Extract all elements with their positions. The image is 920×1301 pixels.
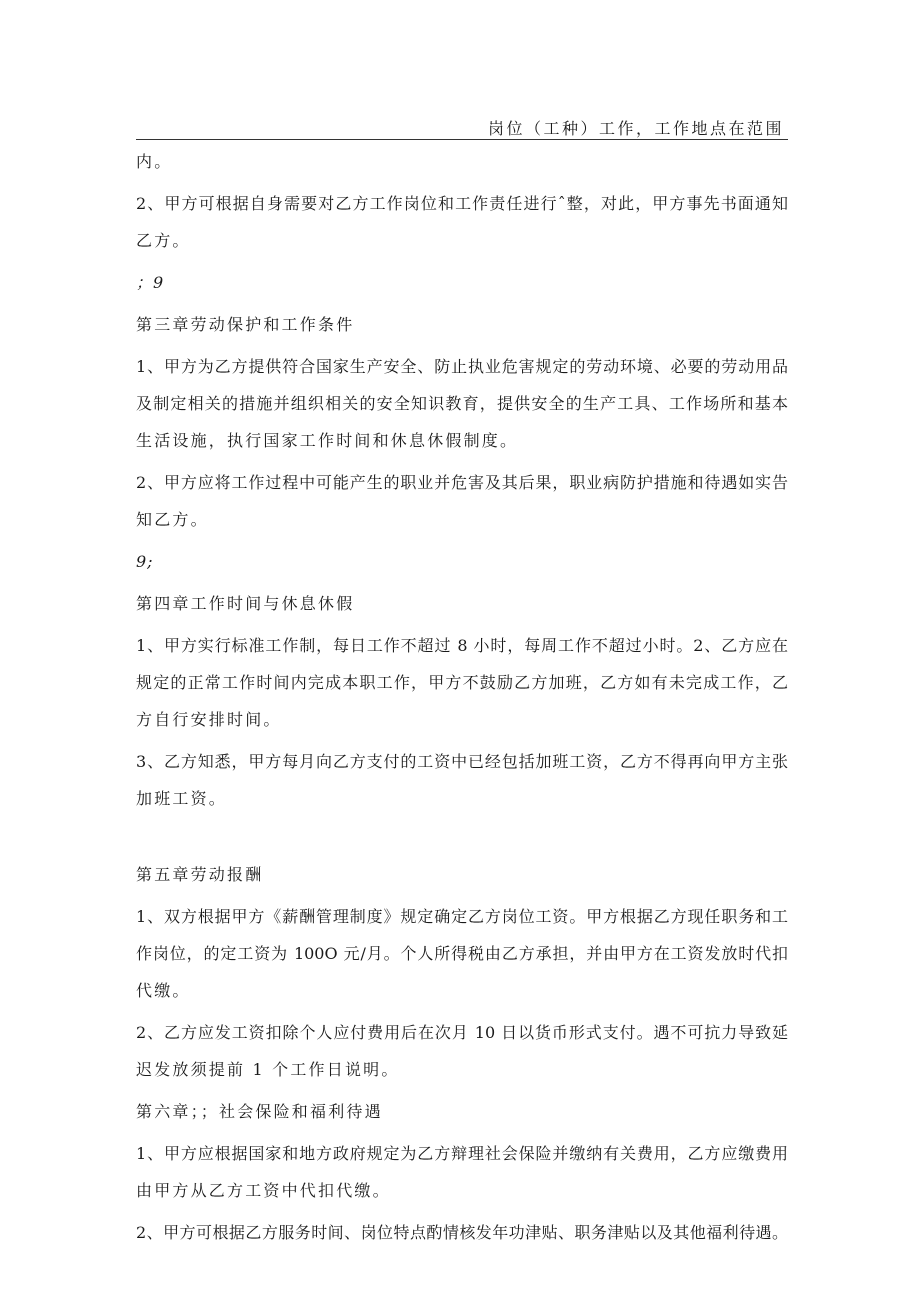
paragraph-line: 1、甲方为乙方提供符合国家生产安全、防止执业危害规定的劳动环境、必要的劳动用品 [136, 357, 788, 376]
document-body [136, 152, 788, 1243]
paragraph-line: 1、甲方实行标准工作制，每日工作不超过 8 小时，每周工作不超过小时。2、乙方应在 [136, 636, 788, 655]
paragraph-line: 加班工资。 [136, 789, 228, 808]
chapter-heading: 第三章劳动保护和工作条件 [136, 315, 355, 334]
paragraph-line: 乙方。 [136, 231, 191, 250]
paragraph-line: 2、甲方可根据乙方服务时间、岗位特点酌情核发年功津贴、职务津贴以及其他福利待遇。 [136, 1223, 788, 1242]
chapter-heading: 第五章劳动报酬 [136, 865, 264, 884]
paragraph-line: 规定的正常工作时间内完成本职工作，甲方不鼓励乙方加班，乙方如有未完成工作，乙 [136, 673, 788, 692]
stray-mark: 9; [136, 552, 154, 571]
stray-mark: ；9 [136, 273, 165, 292]
paragraph-line: 作岗位，的定工资为 100O 元/月。个人所得税由乙方承担，并由甲方在工资发放时代扣 [136, 944, 788, 963]
header-rule [136, 139, 788, 140]
paragraph-line: 内。 [136, 152, 173, 171]
paragraph-line: 2、甲方可根据自身需要对乙方工作岗位和工作责任进行ˆ整，对此，甲方事先书面通知 [136, 194, 788, 213]
paragraph-line: 生活设施，执行国家工作时间和休息休假制度。 [136, 431, 519, 450]
paragraph-line: 知乙方。 [136, 510, 209, 529]
paragraph-line: 1、甲方应根据国家和地方政府规定为乙方辩理社会保险并缴纳有关费用，乙方应缴费用 [136, 1144, 788, 1163]
running-header: 岗位（工种）工作，工作地点在范围 [487, 119, 784, 138]
paragraph-line: 2、甲方应将工作过程中可能产生的职业并危害及其后果，职业病防护措施和待遇如实告 [136, 473, 788, 492]
paragraph-line: 及制定相关的措施并组织相关的安全知识教育，提供安全的生产工具、工作场所和基本 [136, 394, 788, 413]
paragraph-line: 由甲方从乙方工资中代扣代缴。 [136, 1181, 391, 1200]
paragraph-line: 1、双方根据甲方《薪酬管理制度》规定确定乙方岗位工资。甲方根据乙方现任职务和工 [136, 907, 788, 926]
paragraph-line: 迟发放须提前 1 个工作日说明。 [136, 1060, 400, 1079]
paragraph-line: 代缴。 [136, 981, 191, 1000]
paragraph-line: 2、乙方应发工资扣除个人应付费用后在次月 10 日以货币形式支付。遇不可抗力导致延 [136, 1023, 788, 1042]
paragraph-line: 3、乙方知悉，甲方每月向乙方支付的工资中已经包括加班工资，乙方不得再向甲方主张 [136, 752, 788, 771]
paragraph-line: 方自行安排时间。 [136, 710, 282, 729]
chapter-heading: 第四章工作时间与休息休假 [136, 594, 355, 613]
chapter-heading: 第六章；；社会保险和福利待遇 [136, 1102, 383, 1121]
